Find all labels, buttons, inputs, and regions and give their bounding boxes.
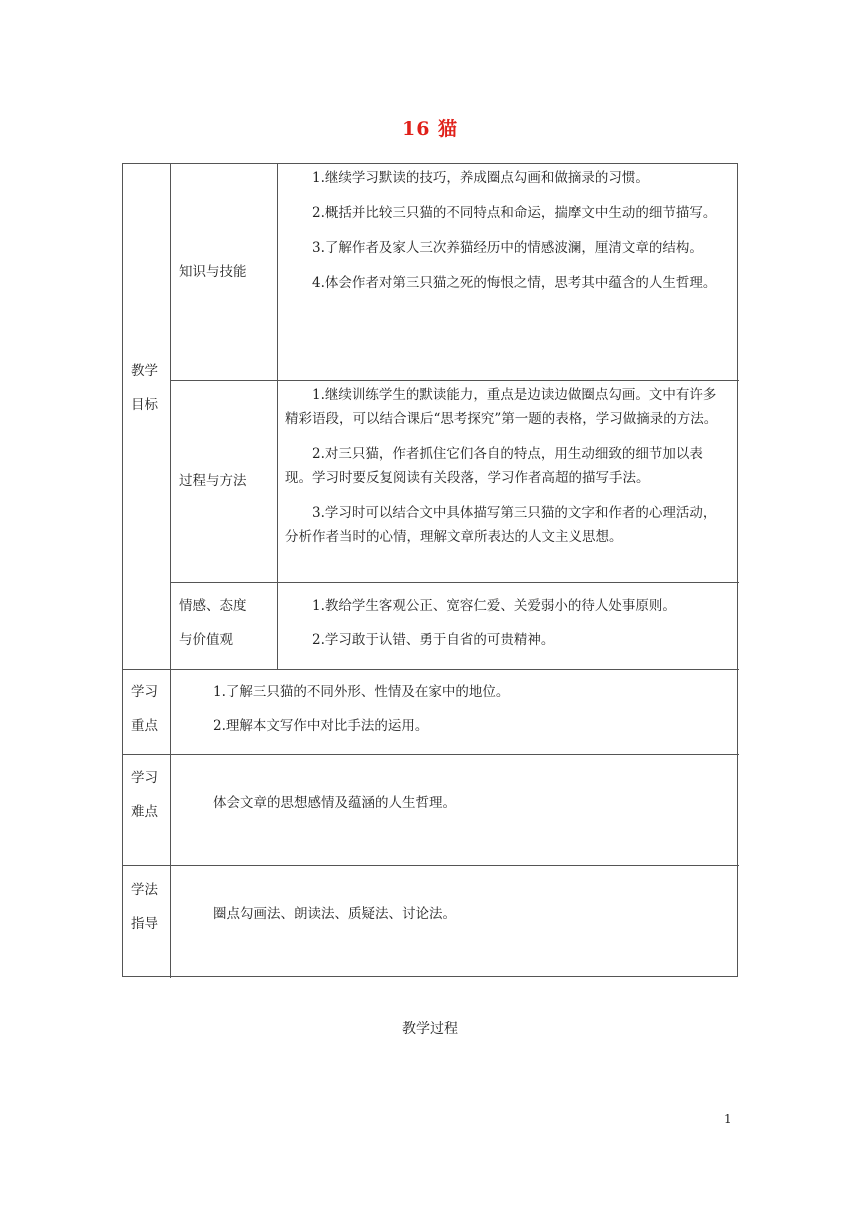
- page-title: 16 猫: [401, 118, 459, 140]
- page-number: 1: [724, 1112, 732, 1126]
- list-item: 1.继续学习默读的技巧，养成圈点勾画和做摘录的习惯。: [312, 170, 649, 186]
- row-divider: [170, 582, 739, 583]
- emotion-label: 情感、态度 与价值观: [179, 598, 247, 648]
- row-divider: [123, 865, 739, 866]
- key-points-items: [213, 680, 713, 738]
- difficulties-label: 学习 难点: [131, 770, 158, 820]
- method-label: 学法 指导: [131, 882, 158, 932]
- col-divider: [170, 164, 171, 669]
- process-label: 过程与方法: [179, 473, 247, 489]
- list-item: 2.对三只猫，作者抓住它们各自的特点，用生动细致的细节加以表现。学习时要反复阅读有关段落，学习作者高超的描写手法。: [285, 446, 703, 486]
- lesson-plan-table: [122, 163, 738, 977]
- list-item: 2.理解本文写作中对比手法的运用。: [213, 718, 429, 734]
- list-item: 1.教给学生客观公正、宽容仁爱、关爱弱小的待人处事原则。: [312, 598, 676, 614]
- list-item: 3.了解作者及家人三次养猫经历中的情感波澜，厘清文章的结构。: [312, 240, 703, 256]
- list-item: 4.体会作者对第三只猫之死的悔恨之情，思考其中蕴含的人生哲理。: [312, 275, 717, 291]
- list-item: 1.继续训练学生的默读能力，重点是边读边做圈点勾画。文中有许多精彩语段，可以结合课后“思考探究”第一题的表格，学习做摘录的方法。: [285, 387, 718, 427]
- section-heading: 教学过程: [402, 1021, 458, 1037]
- row-divider: [123, 754, 739, 755]
- list-item: 2.概括并比较三只猫的不同特点和命运，揣摩文中生动的细节描写。: [312, 205, 717, 221]
- col-divider: [170, 669, 171, 978]
- row-divider: [123, 669, 739, 670]
- process-items: [285, 383, 725, 549]
- col-divider: [277, 164, 278, 669]
- difficulties-text: 体会文章的思想感情及蕴涵的人生哲理。: [213, 795, 456, 811]
- key-points-label: 学习 重点: [131, 684, 158, 734]
- row-divider: [170, 380, 739, 381]
- knowledge-label: 知识与技能: [179, 264, 247, 280]
- method-text: 圈点勾画法、朗读法、质疑法、讨论法。: [213, 906, 456, 922]
- objectives-label: 教学 目标: [131, 363, 158, 413]
- list-item: 3.学习时可以结合文中具体描写第三只猫的文字和作者的心理活动，分析作者当时的心情，理解文章所表达的人文主义思想。: [285, 505, 717, 545]
- list-item: 1.了解三只猫的不同外形、性情及在家中的地位。: [213, 684, 510, 700]
- knowledge-items: [285, 164, 725, 295]
- emotion-items: [285, 594, 725, 652]
- list-item: 2.学习敢于认错、勇于自省的可贵精神。: [312, 632, 555, 648]
